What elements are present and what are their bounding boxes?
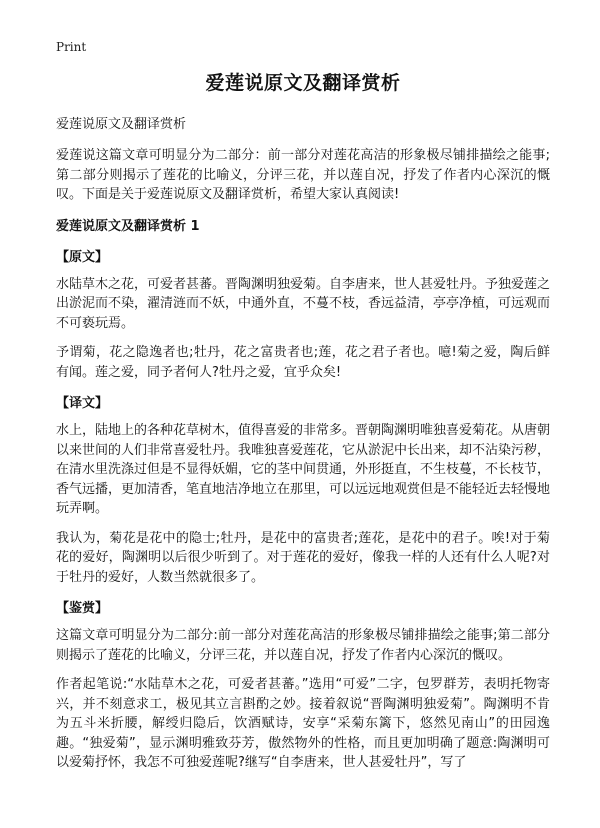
translation-heading: 【译文】 xyxy=(56,396,109,411)
translation-paragraph: 水上，陆地上的各种花草树木，值得喜爱的非常多。晋朝陶渊明唯独喜爱菊花。从唐朝以来世间的人们非常喜爱牡丹。我唯独喜爱莲花，它从淤泥中长出来，却不沾染污秽，在清水里洗涤过但是不显得妖媚，它的茎中间贯通，外形挺直，不生枝蔓，不长枝节，香气远播，更加清香，笔直地洁净地立在那里，可以远远地观赏但是不能轻近去轻慢地玩弄啊。 xyxy=(56,423,551,516)
original-heading: 【原文】 xyxy=(56,249,109,265)
appreciation-paragraph: 作者起笔说:“水陆草木之花，可爱者甚蕃。”选用“可爱”二字，包罗群芳，表明托物寄兴，并不刻意求工，极见其立言斟酌之妙。接着叙说“晋陶渊明独爱菊”。陶渊明不肯为五斗米折腰，解绶归隐后，饮酒赋诗，安享“采菊东篱下，悠然见南山”的田园逸趣。“独爱菊”，显示渊明雅致芬芳，傲然物外的性格，而且更加明确了题意:陶渊明可以爱菊抒怀，我怎不可独爱莲呢?继写“自李唐来，世人甚爱牡丹”，写了 xyxy=(56,677,550,770)
translation-paragraph: 我认为，菊花是花中的隐士;牡丹，是花中的富贵者;莲花，是花中的君子。唉!对于菊花的爱好，陶渊明以后很少听到了。对于莲花的爱好，像我一样的人还有什么人呢?对于牡丹的爱好，人数当然就很多了。 xyxy=(56,530,550,585)
appreciation-heading: 【鉴赏】 xyxy=(56,601,109,616)
print-label: Print xyxy=(56,40,87,54)
original-paragraph: 予谓菊，花之隐逸者也;牡丹，花之富贵者也;莲，花之君子者也。噫!菊之爱，陶后鲜有闻。莲之爱，同予者何人?牡丹之爱，宜乎众矣! xyxy=(56,345,550,380)
document-page xyxy=(56,40,550,783)
appreciation-paragraph: 这篇文章可明显分为二部分:前一部分对莲花高洁的形象极尽铺排描绘之能事;第二部分则揭示了莲花的比喻义，分评三花，并以莲自况，抒发了作者内心深沉的慨叹。 xyxy=(56,628,550,663)
intro-paragraph: 爱莲说这篇文章可明显分为二部分：前一部分对莲花高洁的形象极尽铺排描绘之能事;第二部分则揭示了莲花的比喻义，分评三花，并以莲自况，抒发了作者内心深沉的慨叹。下面是关于爱莲说原文及翻译赏析，希望大家认真阅读! xyxy=(56,148,550,202)
document-subtitle: 爱莲说原文及翻译赏析 xyxy=(56,117,187,132)
section-title: 爱莲说原文及翻译赏析 1 xyxy=(56,218,200,234)
original-paragraph: 水陆草木之花，可爱者甚蕃。晋陶渊明独爱菊。自李唐来，世人甚爱牡丹。予独爱莲之出淤泥而不染，濯清涟而不妖，中通外直，不蔓不枝，香远益清，亭亭净植，可远观而不可亵玩焉。 xyxy=(56,276,551,331)
document-title: 爱莲说原文及翻译赏析 xyxy=(205,72,401,94)
